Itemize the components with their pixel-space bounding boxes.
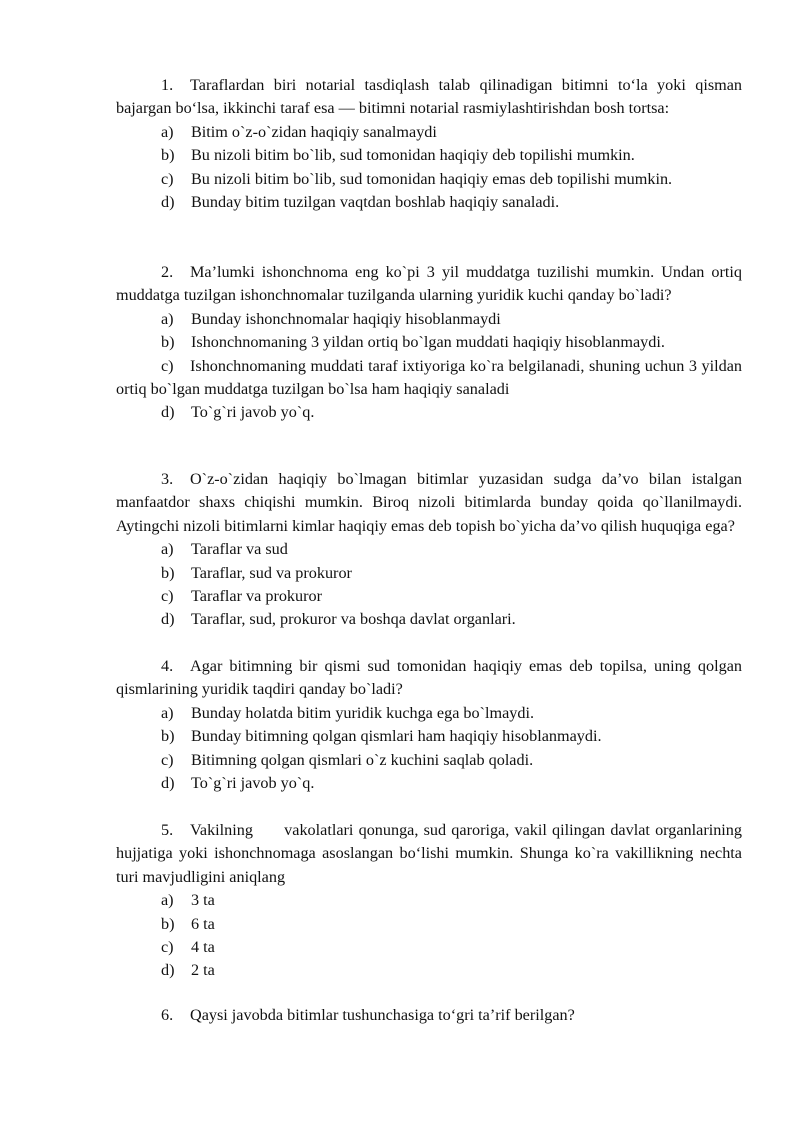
question-body: Qaysi javobda bitimlar tushunchasiga to‘gri ta’rif berilgan? (190, 1006, 575, 1024)
option-c (116, 936, 742, 959)
option-text: Bunday bitimning qolgan qismlari ham haqiqiy hisoblanmaydi. (191, 727, 602, 746)
answer-options (116, 889, 742, 983)
question-1 (116, 74, 742, 214)
question-body: Ma’lumki ishonchnoma eng ko`pi 3 yil muddatga tuzilishi mumkin. Undan ortiq muddatga tuzilgan ishonchnomalar tuzilganda ularning yuridik kuchi qanday bo`ladi? (116, 263, 742, 305)
answer-options (116, 121, 742, 215)
option-text: 6 ta (191, 914, 215, 933)
option-letter: c) (161, 356, 174, 375)
answer-options (116, 538, 742, 632)
option-a (116, 538, 742, 561)
option-text: 3 ta (191, 891, 215, 910)
option-text: Bitimning qolgan qismlari o`z kuchini saqlab qoladi. (191, 750, 534, 769)
option-letter: d) (161, 610, 175, 629)
answer-options (116, 702, 742, 796)
option-c (116, 585, 742, 608)
option-letter: b) (161, 914, 175, 933)
option-a (116, 121, 742, 144)
option-c (116, 749, 742, 772)
option-a (116, 308, 742, 331)
option-letter: a) (161, 122, 174, 141)
option-letter: b) (161, 727, 175, 746)
option-text: Taraflar va prokuror (191, 587, 322, 605)
option-text: 2 ta (191, 961, 215, 980)
option-text: Bu nizoli bitim bo`lib, sud tomonidan haqiqiy emas deb topilishi mumkin. (191, 169, 673, 188)
question-number: 1. (161, 76, 174, 94)
question-text (116, 74, 742, 121)
option-letter: a) (161, 703, 174, 722)
question-number: 4. (161, 657, 174, 675)
option-d (116, 959, 742, 982)
question-6 (116, 1004, 742, 1027)
option-text: To`g`ri javob yo`q. (191, 403, 315, 422)
option-text: To`g`ri javob yo`q. (191, 773, 315, 792)
question-2 (116, 261, 742, 425)
question-5 (116, 819, 747, 983)
question-text (116, 655, 742, 702)
answer-options (116, 308, 742, 425)
option-text: Taraflar, sud va prokuror (191, 563, 352, 582)
question-body: Taraflardan biri notarial tasdiqlash talab qilinadigan bitimni to‘la yoki qisman bajargan bo‘lsa, ikkinchi taraf esa — bitimni notarial rasmiylashtirishdan bosh tortsa: (116, 76, 742, 118)
option-letter: d) (161, 403, 175, 422)
question-body: Vakilning vakolatlari qonunga, sud qaroriga, vakil qilingan davlat organlarining hujjatiga yoki ishonchnomaga asoslangan bo‘lishi mumkin. Shunga ko`ra vakillikning nechta turi mavjudligini aniqlang (116, 821, 747, 886)
option-d (116, 191, 742, 214)
option-letter: c) (161, 750, 174, 769)
option-letter: b) (161, 333, 175, 352)
option-text: Ishonchnomaning 3 yildan ortiq bo`lgan muddati haqiqiy hisoblanmaydi. (191, 333, 665, 352)
option-c (116, 355, 742, 402)
option-letter: c) (161, 169, 174, 188)
question-4 (116, 655, 742, 795)
option-letter: d) (161, 773, 175, 792)
option-text: Bunday bitim tuzilgan vaqtdan boshlab haqiqiy sanaladi. (191, 192, 560, 211)
option-c (116, 168, 742, 191)
option-a (116, 702, 742, 725)
option-letter: b) (161, 563, 175, 582)
option-letter: d) (161, 192, 175, 211)
option-b (116, 562, 742, 585)
question-number: 6. (161, 1006, 174, 1024)
option-text: 4 ta (191, 938, 215, 956)
option-b (116, 331, 742, 354)
question-body: O`z-o`zidan haqiqiy bo`lmagan bitimlar yuzasidan sudga da’vo bilan istalgan manfaatdor shaxs chiqishi mumkin. Biroq nizoli bitimlarda bunday qoida qo`llanilmaydi. Aytingchi nizoli bitimlarni kimlar haqiqiy emas deb topish bo`yicha da’vo qilish huquqiga ega? (116, 470, 742, 535)
option-text: Bitim o`z-o`zidan haqiqiy sanalmaydi (191, 122, 437, 141)
question-text (116, 468, 742, 538)
option-a (116, 889, 742, 912)
question-body: Agar bitimning bir qismi sud tomonidan haqiqiy emas deb topilsa, uning qolgan qismlarining yuridik taqdiri qanday bo`ladi? (116, 657, 742, 699)
option-text: Bunday holatda bitim yuridik kuchga ega bo`lmaydi. (191, 703, 535, 722)
option-letter: c) (161, 938, 174, 956)
question-number: 3. (161, 470, 174, 488)
option-text: Taraflar va sud (191, 540, 288, 559)
question-text (116, 261, 742, 308)
option-letter: a) (161, 891, 174, 910)
option-letter: b) (161, 146, 175, 165)
option-d (116, 401, 742, 424)
question-number: 5. (161, 821, 174, 839)
option-b (116, 725, 742, 748)
option-letter: d) (161, 961, 175, 980)
option-text: Bu nizoli bitim bo`lib, sud tomonidan haqiqiy deb topilishi mumkin. (191, 146, 635, 165)
option-text: Taraflar, sud, prokuror va boshqa davlat organlari. (191, 610, 516, 629)
option-text: Bunday ishonchnomalar haqiqiy hisoblanmaydi (191, 309, 501, 328)
option-letter: c) (161, 587, 174, 605)
question-3 (116, 468, 742, 632)
option-text: Ishonchnomaning muddati taraf ixtiyoriga ko`ra belgilanadi, shuning uchun 3 yildan ortiq bo`lgan muddatga tuzilgan bo`lsa ham haqiqiy sanaladi (116, 356, 742, 398)
question-number: 2. (161, 263, 174, 281)
question-text (116, 819, 747, 889)
option-letter: a) (161, 540, 174, 559)
option-d (116, 772, 742, 795)
option-b (116, 913, 742, 936)
option-d (116, 608, 742, 631)
option-letter: a) (161, 309, 174, 328)
option-b (116, 144, 742, 167)
question-text (116, 1004, 742, 1027)
